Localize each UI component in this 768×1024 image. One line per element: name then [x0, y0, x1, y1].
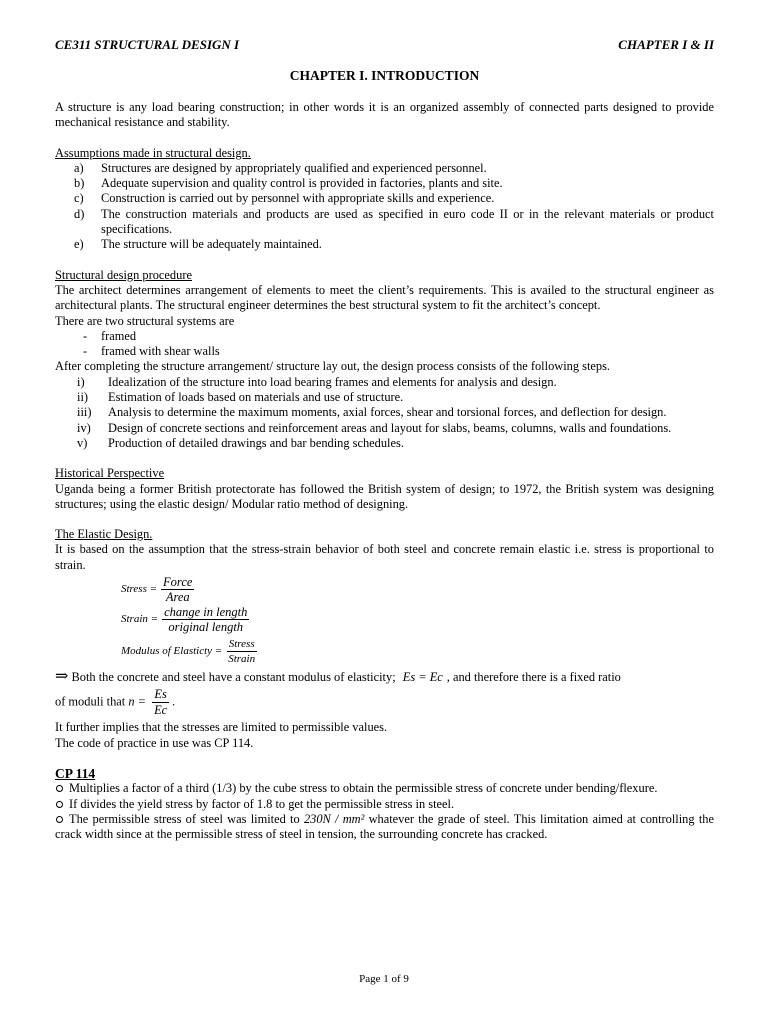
list-item: c) Construction is carried out by personnel with appropriate skills and experience. [74, 191, 495, 206]
list-item: - framed [83, 328, 137, 343]
list-item: d) The construction materials and products are used as specified in euro code II or in the relevant materials or product specifications. [74, 206, 714, 237]
list-item: b) Adequate supervision and quality control is provided in factories, plants and site. [74, 176, 503, 191]
modulus-equation: Modulus of Elasticty = $\frac{\text{Stress}}{\text{Strain}}$ [121, 638, 256, 666]
elastic-heading: The Elastic Design. [55, 527, 153, 542]
circle-bullet-icon [56, 816, 63, 823]
header-course: CE311 STRUCTURAL DESIGN I [55, 37, 240, 52]
modulus-statement: ⇒ Both the concrete and steel have a constant modulus of elasticity; Es = Ec , and therefore there is a fixed ratio [55, 668, 621, 686]
modular-ratio-line: of moduli that n = $\frac{Es}{Ec}$ . [55, 687, 176, 718]
cp114-heading: CP 114 [55, 765, 96, 781]
implies-arrow-icon: ⇒ [55, 668, 69, 686]
running-header [55, 37, 714, 55]
list-item: The permissible stress of steel was limited to 230N / mm² whatever the grade of steel. This limitation aimed at controlling the crack width since at the permissible stress of steel in tension, the surrounding concrete has cracked. [55, 811, 714, 842]
procedure-heading: Structural design procedure [55, 267, 192, 282]
list-item: Multiplies a factor of a third (1/3) by the cube stress to obtain the permissible stress of concrete under bending/flexure. [55, 781, 714, 796]
list-item: iii) Analysis to determine the maximum moments, axial forces, shear and torsional forces, and deflection for design. [77, 405, 667, 420]
document-body [55, 100, 714, 842]
list-item: ii) Estimation of loads based on materials and use of structure. [77, 390, 404, 405]
list-item: - framed with shear walls [83, 344, 220, 359]
systems-list [55, 329, 714, 360]
code-of-practice-statement: The code of practice in use was CP 114. [55, 735, 254, 750]
header-chapter: CHAPTER I & II [618, 37, 714, 52]
procedure-paragraph: The architect determines arrangement of elements to meet the client’s requirements. This is availed to the structural engineer as architectural plants. The structural engineer determines the best structural system to fit the architect’s concept. [55, 282, 714, 313]
page-number: Page 1 of 9 [359, 973, 409, 985]
assumptions-heading: Assumptions made in structural design. [55, 145, 251, 160]
list-item: If divides the yield stress by factor of 1.8 to get the permissible stress in steel. [55, 797, 714, 812]
list-item: v) Production of detailed drawings and bar bending schedules. [77, 435, 404, 450]
stress-equation: Stress = $\frac{\text{Force}}{\text{Area}}$ [121, 575, 193, 605]
strain-equation: Strain = $\frac{\text{change in length}}{\text{original length}}$ [121, 605, 248, 635]
list-item: i) Idealization of the structure into load bearing frames and elements for analysis and design. [77, 374, 557, 389]
history-heading: Historical Perspective [55, 466, 165, 481]
page-title: CHAPTER I. INTRODUCTION [289, 68, 480, 83]
list-item: a) Structures are designed by appropriately qualified and experienced personnel. [74, 160, 487, 175]
systems-intro: There are two structural systems are [55, 313, 235, 328]
circle-bullet-icon [56, 785, 63, 792]
list-item: e) The structure will be adequately maintained. [74, 237, 322, 252]
steps-intro: After completing the structure arrangement/ structure lay out, the design process consists of the following steps. [55, 359, 611, 374]
circle-bullet-icon [56, 801, 63, 808]
equations [121, 573, 714, 665]
history-paragraph: Uganda being a former British protectorate has followed the British system of design; to 1972, the British system was designing structures; using the elastic design/ Modular ratio method of designing. [55, 481, 714, 511]
list-item: iv) Design of concrete sections and reinforcement areas and layout for slabs, beams, columns, walls and foundations. [77, 420, 672, 435]
elastic-paragraph: It is based on the assumption that the stress-strain behavior of both steel and concrete remain elastic i.e. stress is proportional to strain. [55, 542, 714, 572]
intro-paragraph: A structure is any load bearing construction; in other words it is an organized assembly of connected parts designed to provide mechanical resistance and stability. [55, 100, 714, 130]
assumptions-list [55, 161, 714, 253]
steps-list [55, 375, 714, 451]
permissible-statement: It further implies that the stresses are limited to permissible values. [55, 720, 388, 735]
